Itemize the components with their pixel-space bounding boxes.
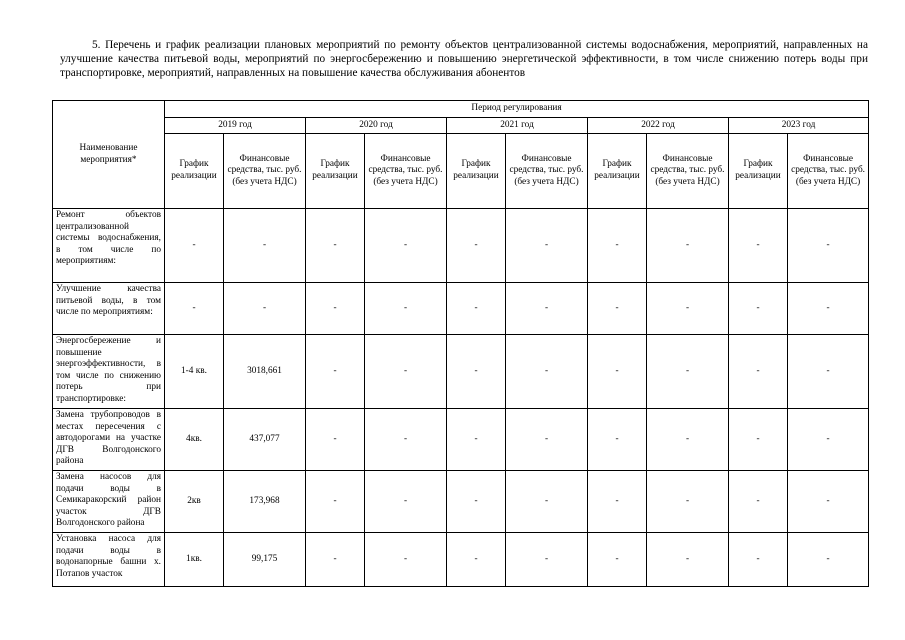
activity-name-cell [53,209,165,283]
schedule-cell: - [588,533,647,587]
activity-name: Ремонт объектов централизованной системы водоснабжения, в том числе по мероприятиям: [56,210,161,267]
schedule-cell: - [447,209,506,283]
schedule-header: График реализации [588,134,647,209]
plan-table [52,100,869,587]
schedule-cell: - [729,471,788,533]
finance-cell: - [647,283,729,335]
finance-cell: - [224,209,306,283]
finance-cell: - [506,533,588,587]
schedule-header: График реализации [165,134,224,209]
finance-header: Финансовые средства, тыс. руб. (без учета НДС) [788,134,869,209]
schedule-cell: - [588,409,647,471]
activity-name-cell [53,283,165,335]
schedule-cell: - [588,283,647,335]
finance-cell: - [365,409,447,471]
finance-cell: - [365,471,447,533]
schedule-cell: - [447,283,506,335]
activity-name-cell [53,335,165,409]
schedule-cell: 1кв. [165,533,224,587]
finance-cell: 99,175 [224,533,306,587]
schedule-cell: - [447,471,506,533]
schedule-cell: - [306,533,365,587]
header-row-columns [53,134,869,209]
year-header-2020: 2020 год [306,118,447,134]
schedule-cell: - [165,283,224,335]
activity-name-cell [53,471,165,533]
schedule-cell: - [306,283,365,335]
schedule-cell: 2кв [165,471,224,533]
schedule-cell: - [447,335,506,409]
schedule-cell: - [729,409,788,471]
finance-header: Финансовые средства, тыс. руб. (без учета НДС) [506,134,588,209]
header-row-period [53,101,869,118]
finance-cell: - [365,533,447,587]
schedule-cell: - [588,335,647,409]
finance-cell: - [506,409,588,471]
schedule-header: График реализации [306,134,365,209]
header-row-years [53,118,869,134]
finance-cell: - [788,409,869,471]
schedule-cell: - [729,335,788,409]
finance-cell: 3018,661 [224,335,306,409]
schedule-cell: - [165,209,224,283]
finance-header: Финансовые средства, тыс. руб. (без учета НДС) [365,134,447,209]
plan-table-body [53,101,869,587]
activity-name: Замена трубопроводов в местах пересечения с автодорогами на участке ДГВ Волгодонского района [56,410,161,467]
finance-cell: - [647,471,729,533]
table-row [53,209,869,283]
schedule-cell: - [729,209,788,283]
finance-cell: - [365,335,447,409]
table-row [53,533,869,587]
schedule-cell: - [306,409,365,471]
schedule-header: График реализации [729,134,788,209]
year-header-2019: 2019 год [165,118,306,134]
finance-cell: - [647,209,729,283]
finance-cell: - [506,471,588,533]
schedule-cell: - [447,409,506,471]
year-header-2021: 2021 год [447,118,588,134]
finance-cell: - [788,471,869,533]
schedule-cell: - [306,209,365,283]
name-header: Наименование мероприятия* [53,101,165,209]
activity-name: Улучшение качества питьевой воды, в том числе по мероприятиям: [56,284,161,318]
schedule-cell: - [588,471,647,533]
activity-name: Установка насоса для подачи воды в водонапорные башни х. Потапов участок [56,534,161,579]
schedule-cell: - [588,209,647,283]
finance-cell: - [506,283,588,335]
schedule-cell: - [306,471,365,533]
finance-cell: - [506,209,588,283]
schedule-cell: 1-4 кв. [165,335,224,409]
schedule-header: График реализации [447,134,506,209]
table-row [53,283,869,335]
schedule-cell: 4кв. [165,409,224,471]
schedule-cell: - [447,533,506,587]
table-row [53,471,869,533]
activity-name-cell [53,533,165,587]
finance-cell: 437,077 [224,409,306,471]
schedule-cell: - [729,533,788,587]
finance-header: Финансовые средства, тыс. руб. (без учета НДС) [647,134,729,209]
finance-cell: - [224,283,306,335]
year-header-2022: 2022 год [588,118,729,134]
period-header: Период регулирования [165,101,869,118]
table-row [53,409,869,471]
finance-header: Финансовые средства, тыс. руб. (без учета НДС) [224,134,306,209]
finance-cell: - [506,335,588,409]
finance-cell: - [365,209,447,283]
section-heading: 5. Перечень и график реализации плановых мероприятий по ремонту объектов централизованной системы водоснабжения, мероприятий, направленных на улучшение качества питьевой воды, мероприятий по энергосбережению и повышению энергетической эффективности, в том числе снижению потерь воды при транспортировке, мероприятий, направленных на повышение качества обслуживания абонентов [60,39,868,79]
schedule-cell: - [729,283,788,335]
table-row [53,335,869,409]
finance-cell: - [788,533,869,587]
finance-cell: - [788,209,869,283]
schedule-cell: - [306,335,365,409]
activity-name: Энергосбережение и повышение энергоэффективности, в том числе по снижению потерь при транспортировке: [56,336,161,404]
finance-cell: 173,968 [224,471,306,533]
finance-cell: - [647,335,729,409]
finance-cell: - [647,409,729,471]
year-header-2023: 2023 год [729,118,869,134]
activity-name-cell [53,409,165,471]
activity-name: Замена насосов для подачи воды в Семикаракорский район участок ДГВ Волгодонского района [56,472,161,529]
finance-cell: - [647,533,729,587]
finance-cell: - [788,283,869,335]
finance-cell: - [788,335,869,409]
finance-cell: - [365,283,447,335]
